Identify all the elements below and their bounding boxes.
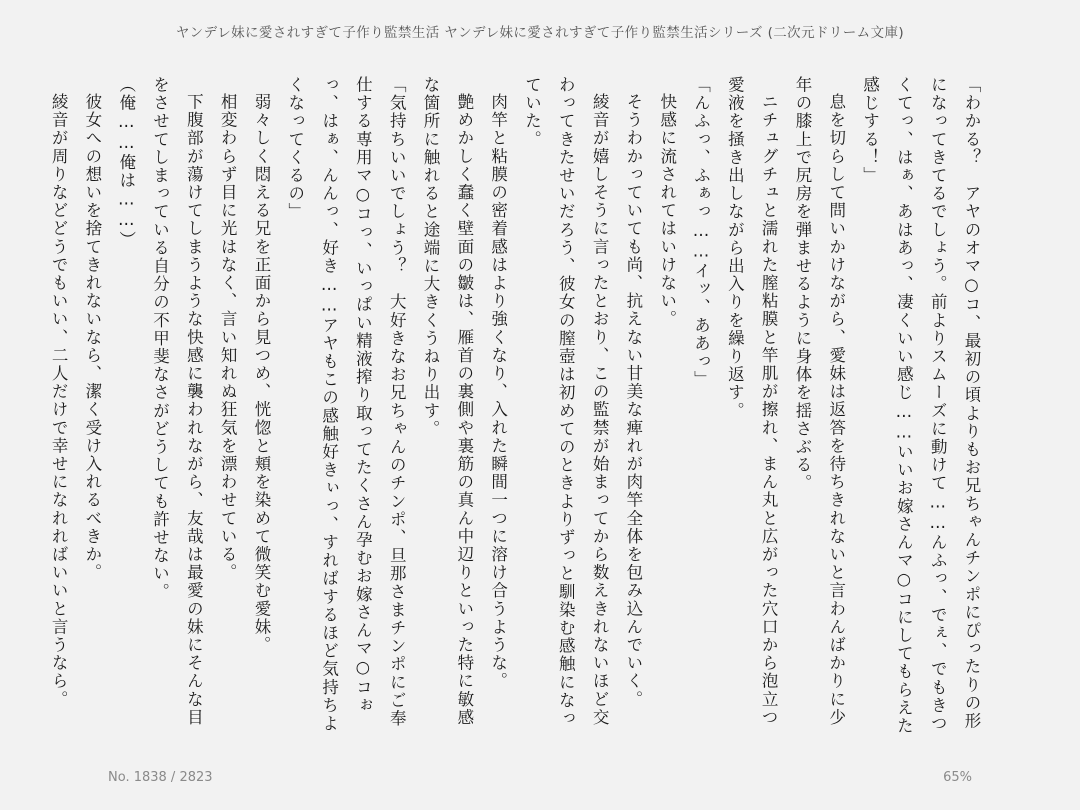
paragraph: 「んふっ、ふぁっ……イッ、ああっ」 [691,76,711,389]
paragraph: 「わかる？ アヤのオマ○コ、最初の頃よりもお兄ちゃんチンポにぴったりの形になってきてるでしょう。前よりスムーズに動けて……んふっ、でぇ、でもきつくてっ、はぁ、あはあっ、凄くいい感じ……いいお嫁さんマ○コにしてもらえた感じする！」 [860,76,981,736]
page-number: No. 1838 / 2823 [108,770,213,785]
page-content [0,62,1080,758]
vertical-text-body [49,76,988,740]
paragraph: 下腹部が蕩けてしまうような快感に襲われながら、友哉は最愛の妹にそんな目をさせてしまっている自分の不甲斐なさがどうしても許せない。 [150,76,204,726]
book-title-header [0,0,1080,62]
paragraph: （俺……俺は……） [116,76,136,249]
paragraph: 弱々しく悶える兄を正面から見つめ、恍惚と頬を染めて微笑む愛妹。 [251,92,271,654]
paragraph: 快感に流されてはいけない。 [657,92,677,328]
paragraph: 肉竿と粘膜の密着感はより強くなり、入れた瞬間一つに溶け合うような。 [488,92,508,690]
paragraph: 「気持ちいいでしょう？ 大好きなお兄ちゃんのチンポ、旦那さまチンポにご奉仕する専用マ○コっ、いっぱい精液搾り取ってたくさん孕むお嫁さんマ○コぉっ、はぁ、んんっ、好き……アヤもこの感触好きぃっ、すればするほど気持ちよくなってくるの」 [285,76,407,733]
paragraph: 綾音が嬉しそうに言ったとおり、この監禁が始まってから数えきれないほど交わってきたせいだろう、彼女の膣壺は初めてのときよりずっと馴染む感触になっていた。 [522,76,610,728]
paragraph: 艶めかしく蠢く壁面の皺は、雁首の裏側や裏筋の真ん中辺りといった特に敏感な箇所に触れると途端に大きくうねり出す。 [421,76,474,726]
paragraph: 息を切らして問いかけながら、愛妹は返答を待ちきれないと言わんばかりに少年の膝上で尻房を弾ませるように身体を揺さぶる。 [792,76,846,726]
book-title: ヤンデレ妹に愛されすぎて子作り監禁生活 ヤンデレ妹に愛されすぎて子作り監禁生活シリーズ (二次元ドリーム文庫) [175,25,905,41]
zoom-level: 65% [943,770,972,785]
paragraph: そうわかっていても尚、抗えない甘美な痺れが肉竿全体を包み込んでいく。 [623,92,643,708]
paragraph: 綾音が周りなどどうでもいい、二人だけで幸せになれればいいと言うなら。 [49,92,69,708]
paragraph: 相変わらず目に光はなく、言い知れぬ狂気を漂わせている。 [218,92,238,582]
page-footer [0,758,1080,810]
paragraph: 彼女への想いを捨てきれないなら、潔く受け入れるべきか。 [82,92,102,582]
paragraph: ニチュグチュと濡れた膣粘膜と竿肌が擦れ、まん丸と広がった穴口から泡立つ愛液を掻き出しながら出入りを繰り返す。 [725,76,779,726]
